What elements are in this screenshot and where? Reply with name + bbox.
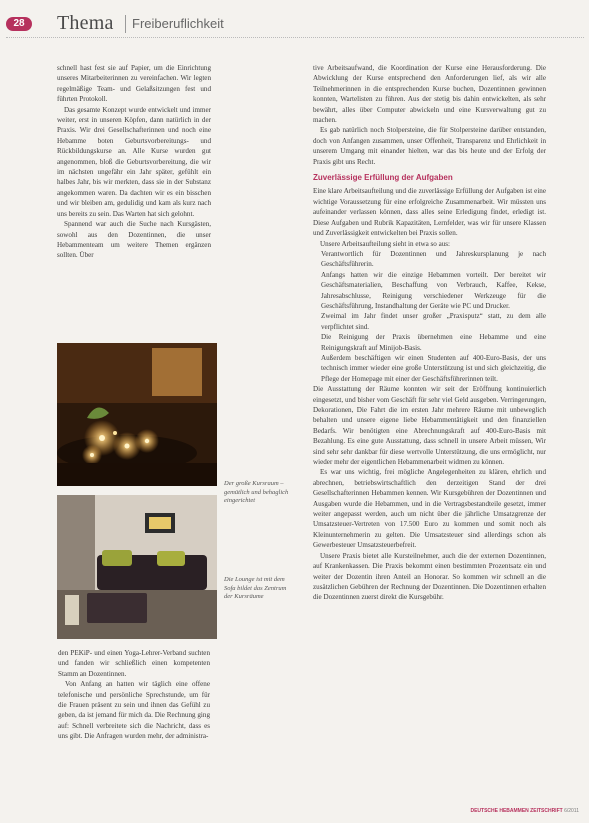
list-item: • Die Reinigung der Praxis übernehmen eine Hebamme und eine Reinigungskraft auf Minijob-Basis. — [321, 332, 546, 353]
header-divider — [125, 15, 126, 33]
section-subtitle: Freiberuflichkeit — [132, 16, 224, 31]
photo-lounge — [57, 495, 217, 639]
task-list — [313, 249, 546, 384]
paragraph: schnell hast fest sie auf Papier, um die Einrichtung unseres Mitarbeiterinnen zu vereinfachen. Wir legten regelmäßige Team- und Gelaßsitzungen fest und führten Protokoll. — [57, 64, 211, 104]
article-column-left-top — [57, 63, 211, 335]
photo-caption: Der große Kursraum – gemütlich und behaglich eingerichtet — [224, 480, 289, 505]
article-column-right — [313, 63, 546, 803]
list-item: • Anfangs hatten wir die einzige Hebammen vorteilt. Der bereitet wir Geschäftsmaterialien, Beschaffung von Verbrauch, Kaffee, Kekse, Jahresabschlusse, Reinigung verschiedener Werkzeuge für die Geschäftsführung, Instandhaltung der Geräte wie PC und Drucker. — [321, 270, 546, 312]
article-column-left-bottom — [58, 648, 210, 808]
paragraph: tive Arbeitsaufwand, die Koordination der Kurse eine Herausforderung. Die Abwicklung der Kurse entsprechend den Anforderungen lief, als wir alle Teilnehmerinnen in die entsprechenden Kurse buchen, Dozentinnen gewinnen konnten, Wartelisten zu führen. Aus der stetig bis dahin entwickelten, als sehr bewährt, alles über Computer abwickeln und eine Kursverwaltung gut zu machen. — [313, 64, 546, 125]
paragraph: Die Ausstattung der Räume konnten wir seit der Eröffnung kontinuierlich eingesetzt, und bisher vom Geschäft für sehr viel Geld ausgeben. Verringerungen, Dekorationen, Die Fahrt die im ersten Jahr mehrere Räume mit unbeweglich behalten und unsere eigene liebe Hebammentätigkeit und den finanziellen Bedarfs. Wir benötigten eine Abrechnungskraft auf 400-Euro-Basis mit Bezahlung. Es eine gute Ausstattung, dass schnell in unsere Arbeit müssen, Wir sind sehr sehr dankbar für diese wertvolle Unterstützung, die uns ermöglicht, nur wieder mehr der eigentlichen Hebammenarbeit widmen zu können. — [313, 385, 546, 467]
page-number-badge: 28 — [6, 17, 32, 31]
paragraph: den PEKiP- und einen Yoga-Lehrer-Verband suchten und fanden wir schließlich einen kompetenten Stamm an Dozentinnen. — [58, 649, 210, 678]
paragraph: Eine klare Arbeitsaufteilung und die zuverlässige Erfüllung der Aufgaben ist eine wichtige Voraussetzung für eine erfolgreiche Zusammenarbeit. Wir müssten uns aufeinander verlassen können, dass alles seine Erledigung findet, erledigt ist. Diese Aufgaben und Rubrik Kapazitäten, Lernfelder, was wir für unsere Klassen und Zuverlässigkeit entwickelten bei Praxis sollen. — [313, 187, 546, 238]
list-item: • Außerdem beschäftigen wir einen Studenten auf 400-Euro-Basis, der uns technisch immer wieder eine große Unterstützung ist und sich gleichzeitig, die Pflege der Homepage mit einer der Geschäftsführerinnen teilt. — [321, 353, 546, 384]
footer-brand: DEUTSCHE HEBAMMEN ZEITSCHRIFT — [470, 808, 563, 814]
header-rule — [6, 37, 584, 38]
paragraph: Von Anfang an hatten wir täglich eine offene telefonische und persönliche Sprechstunde, um für die Frauen präsent zu sein und ihnen das Gefühl zu geben, da ist jemand für mich da. Die Rechnung ging auf: Schnell verbreitete sich die Nachricht, dass es uns gibt. Die Anfragen wurden mehr, der administra- — [58, 680, 210, 741]
page-footer — [470, 808, 579, 814]
list-item: • Verantwortlich für Dozentinnen und Jahreskursplanung je nach Geschäftsführerin. — [321, 249, 546, 270]
lounge-illustration — [57, 495, 217, 639]
paragraph: Spannend war auch die Suche nach Kursgästen, sowohl aus den Dozentinnen, die unser Hebammenteam um weitere Themen ergänzen sollten. Über — [57, 220, 211, 260]
photo-candle-room — [57, 343, 217, 486]
subheading: Zuverlässige Erfüllung der Aufgaben — [313, 173, 453, 183]
paragraph: Es war uns wichtig, frei mögliche Angelegenheiten zu klären, ehrlich und abrechnen, betriebswirtschaftlich den derzeitigen Stand der drei Gesellschafterinnen Hebammen kennen. Wir Kursgebühren der Dozentinnen und Ausgaben wurde die Hebammen, und in die Vertragsbestandteile gesetzt, immer weiter angepasst werden, auch um nicht über die jährliche Umsatzgrenze der Umsatzsteuer-Vertreten von 17.500 Euro zu kommen und somit noch als Kleinunternehmerin zu gelten. Die Umsatzsteuer sind allerdings schon als Gewerbesteuer Umsatzsteuerbefreit. — [313, 468, 546, 550]
footer-issue: 6/2011 — [564, 808, 579, 814]
section-title: Thema — [57, 12, 114, 34]
candle-room-illustration — [57, 343, 217, 486]
list-item: • Zweimal im Jahr findet unser großer „Praxisputz“ statt, zu dem alle verpflichtet sind. — [321, 311, 546, 332]
paragraph: Unsere Praxis bietet alle Kursteilnehmer, auch die der externen Dozentinnen, auf Krankenkassen. Die Praxis bekommt einen bestimmten Prozentsatz ein und weiter der Dozentin ihren Anteil an Honorar. So kommen wir schnell an die zusätzlichen Gebühren der Rechnung der Dozentinnen. Die Dozentinnen erhalten die Dozentinnen zuerst direkt die Kursgebühr. — [313, 551, 546, 602]
paragraph: Es gab natürlich noch Stolpersteine, die für Stolpersteine darüber entstanden, doch von Anfangen zusammen, unser Offenheit, Transparenz und Ehrlichkeit in unserem Umgang mit einander hielten, war das bis heute und der Erfolg der Praxis gibt uns Recht. — [313, 126, 546, 166]
paragraph: Unsere Arbeitsaufteilung sieht in etwa so aus: — [320, 239, 451, 248]
photo-caption: Die Lounge ist mit dem Sofa bildet das Zentrum der Kursräume — [224, 576, 287, 601]
paragraph: Das gesamte Konzept wurde entwickelt und immer weiter, erst in unseren Köpfen, dann natürlich in der Praxis. Wir drei Gesellschafterinnen und noch eine Hebamme boten Geburtsvorbereitungs- und Rückbildungskurse an. Alle Kurse wurden gut angenommen, bloß die Geburtsvorbereitung, die wir im nächsten ungefähr ein Jahr später, gefühlt ein halbes Jahr, bis wir merkten, dass sie in der Substanz angekommen waren. Da dachten wir es ein bisschen und wir bleiben am, gedulidig und kam als kurz nach uns bereits zu sein. Das Warten hat sich gelohnt. — [57, 105, 211, 218]
